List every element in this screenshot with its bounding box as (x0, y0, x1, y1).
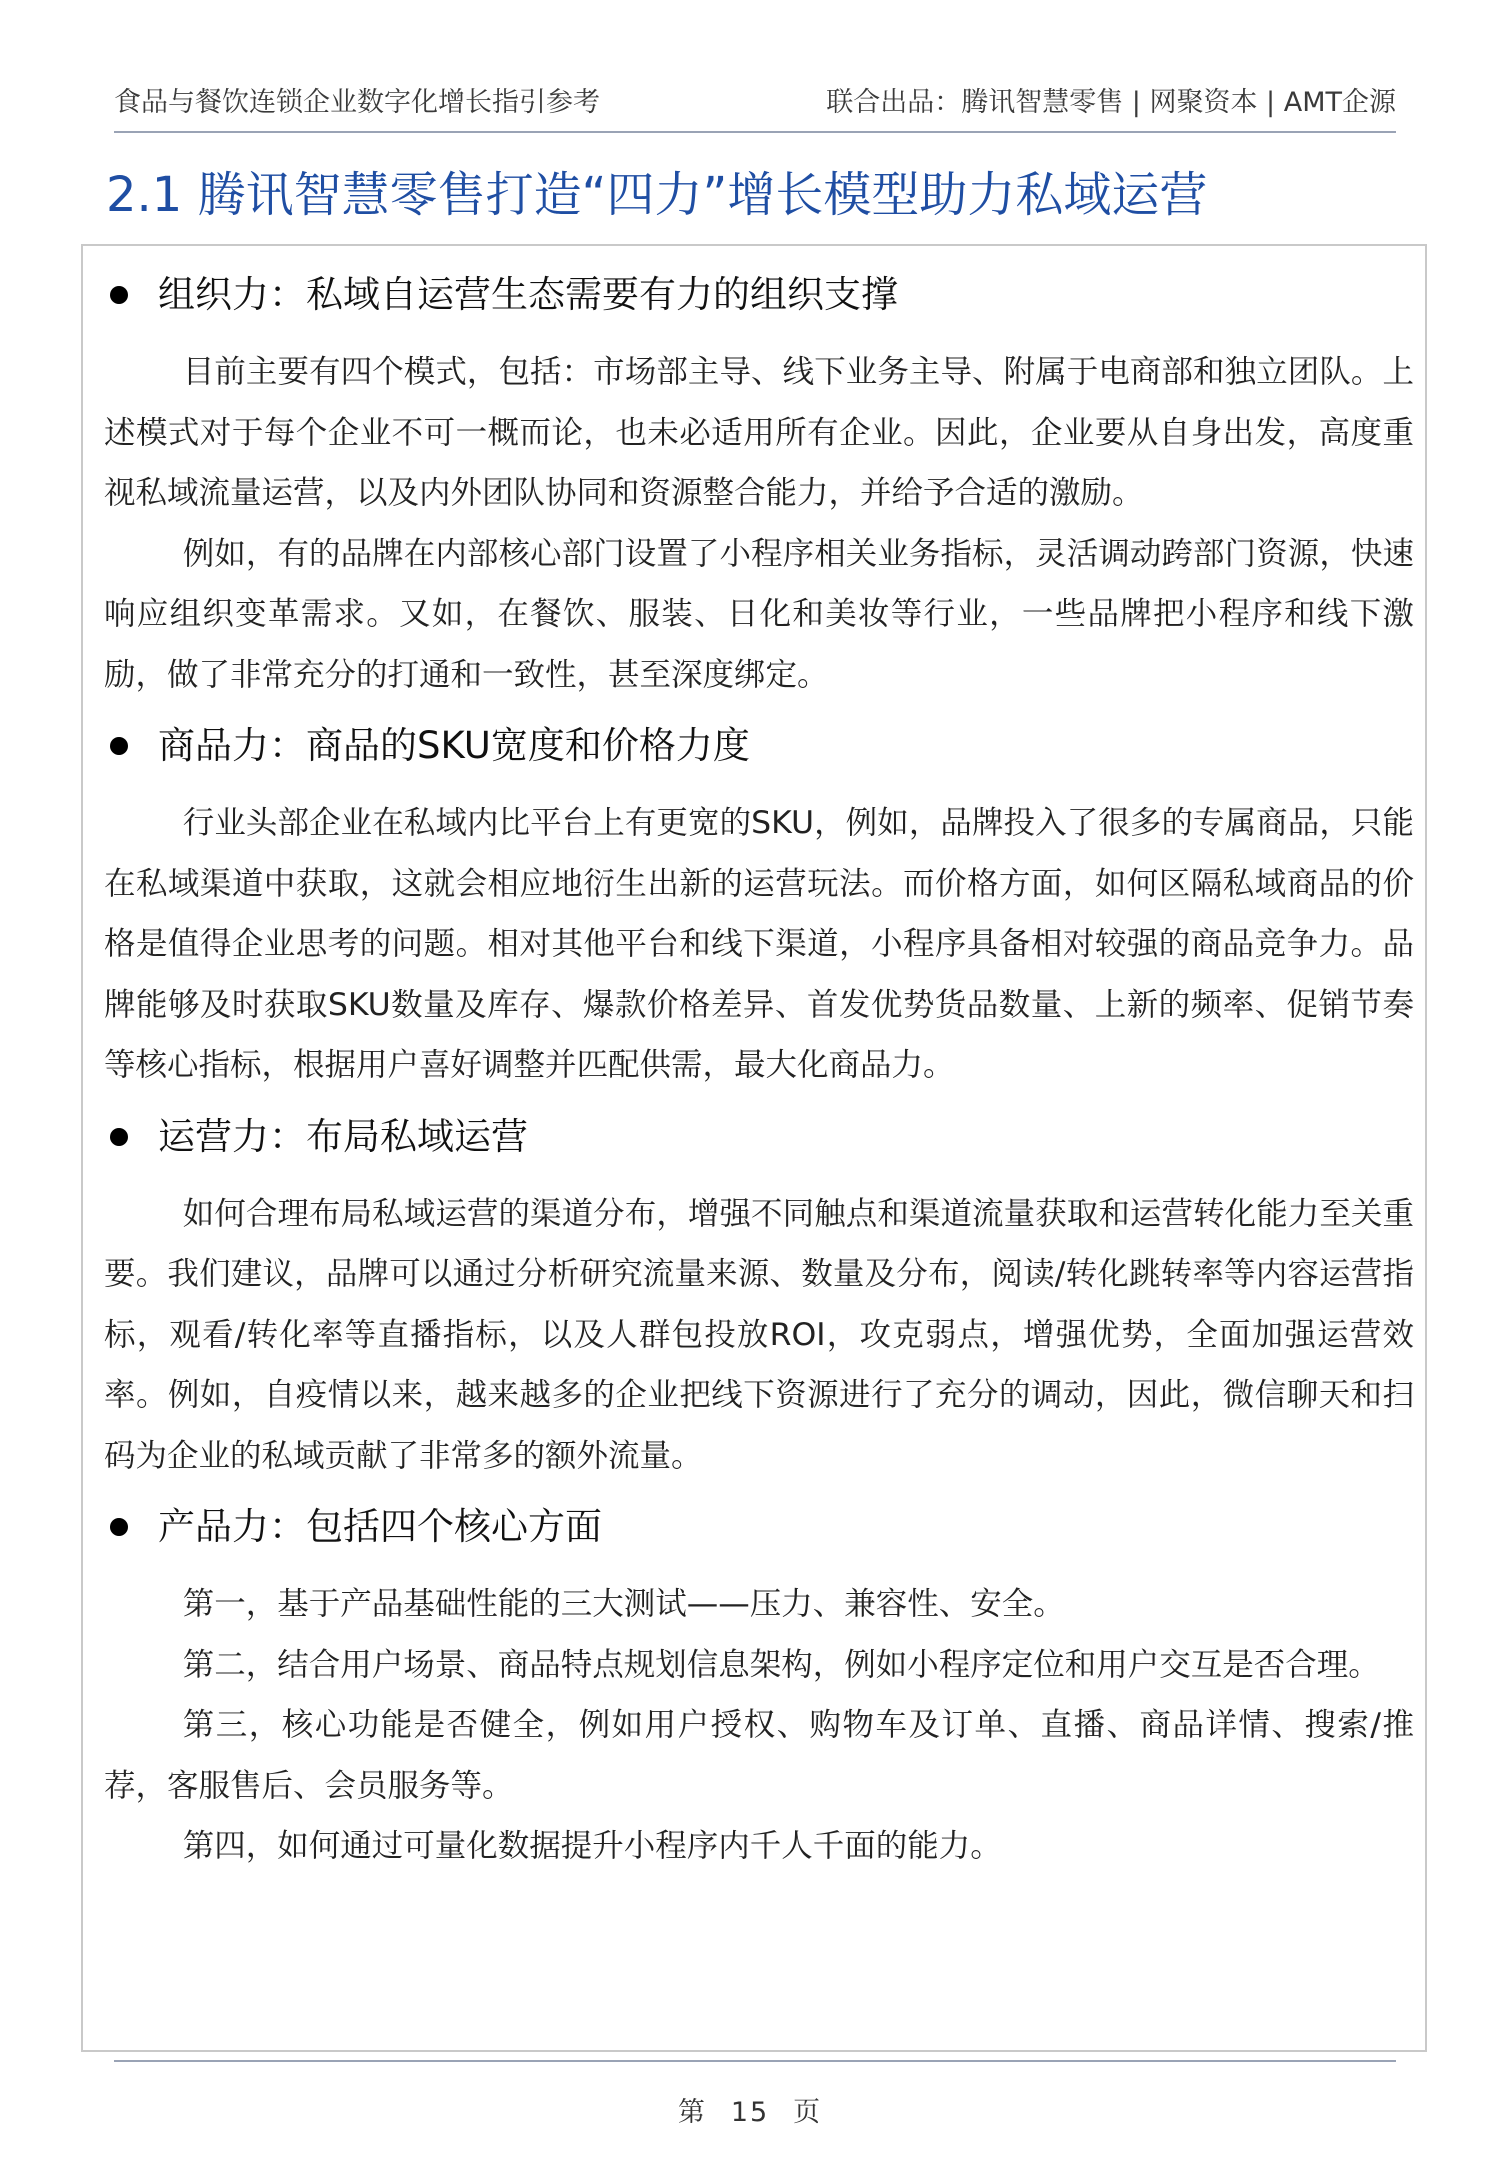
section-product-goods (104, 713, 1414, 1096)
paragraph: 第四，如何通过可量化数据提升小程序内千人千面的能力。 (182, 1828, 1002, 1864)
header-divider (114, 131, 1396, 133)
section-heading-text: 组织力：私域自运营生态需要有力的组织支撑 (158, 273, 898, 316)
section-title: 2.1 腾讯智慧零售打造“四力”增长模型助力私域运营 (106, 167, 1208, 223)
paragraph: 第二，结合用户场景、商品特点规划信息架构，例如小程序定位和用户交互是否合理。 (182, 1646, 1380, 1683)
content-body (104, 262, 1414, 1885)
section-heading-text: 商品力：商品的SKU宽度和价格力度 (158, 724, 750, 767)
paragraph: 第一，基于产品基础性能的三大测试——压力、兼容性、安全。 (182, 1586, 1065, 1622)
paragraph: 如何合理布局私域运营的渠道分布，增强不同触点和渠道流量获取和运营转化能力至关重要。我们建议，品牌可以通过分析研究流量来源、数量及分布，阅读/转化跳转率等内容运营指标，观看/转化率等直播指标，以及人群包投放ROI，攻克弱点，增强优势，全面加强运营效率。例如，自疫情以来，越来越多的企业把线下资源进行了充分的调动，因此，微信聊天和扫码为企业的私域贡献了非常多的额外流量。 (104, 1195, 1414, 1474)
paragraph: 行业头部企业在私域内比平台上有更宽的SKU，例如，品牌投入了很多的专属商品，只能在私域渠道中获取，这就会相应地衍生出新的运营玩法。而价格方面，如何区隔私域商品的价格是值得企业思考的问题。相对其他平台和线下渠道，小程序具备相对较强的商品竞争力。品牌能够及时获取SKU数量及库存、爆款价格差异、首发优势货品数量、上新的频率、促销节奏等核心指标，根据用户喜好调整并匹配供需，最大化商品力。 (104, 805, 1414, 1083)
bullet-icon (110, 1128, 128, 1146)
section-heading (104, 1104, 1414, 1170)
page-suffix: 页 (793, 2097, 823, 2128)
page-number (0, 2090, 1500, 2129)
section-operation (104, 1104, 1414, 1487)
paragraph: 例如，有的品牌在内部核心部门设置了小程序相关业务指标，灵活调动跨部门资源，快速响应组织变革需求。又如，在餐饮、服装、日化和美妆等行业，一些品牌把小程序和线下激励，做了非常充分的打通和一致性，甚至深度绑定。 (104, 535, 1414, 693)
section-heading (104, 262, 1414, 328)
section-heading (104, 713, 1414, 779)
section-heading-text: 运营力：布局私域运营 (158, 1114, 528, 1158)
section-heading (104, 1494, 1414, 1560)
footer-divider (114, 2060, 1396, 2062)
page-prefix: 第 (677, 2097, 707, 2128)
header-right-title: 联合出品：腾讯智慧零售 | 网聚资本 | AMT企源 (826, 86, 1396, 118)
section-product (104, 1494, 1414, 1877)
bullet-icon (110, 737, 128, 755)
section-heading-text: 产品力：包括四个核心方面 (158, 1505, 602, 1548)
paragraph: 第三，核心功能是否健全，例如用户授权、购物车及订单、直播、商品详情、搜索/推荐，客服售后、会员服务等。 (104, 1707, 1414, 1804)
section-organization (104, 262, 1414, 705)
bullet-icon (110, 1518, 128, 1536)
page-number-value: 15 (730, 2097, 770, 2128)
page-header (114, 78, 1396, 120)
paragraph: 目前主要有四个模式，包括：市场部主导、线下业务主导、附属于电商部和独立团队。上述模式对于每个企业不可一概而论，也未必适用所有企业。因此，企业要从自身出发，高度重视私域流量运营，以及内外团队协同和资源整合能力，并给予合适的激励。 (104, 354, 1414, 511)
header-left-title: 食品与餐饮连锁企业数字化增长指引参考 (114, 86, 600, 118)
bullet-icon (110, 286, 128, 304)
